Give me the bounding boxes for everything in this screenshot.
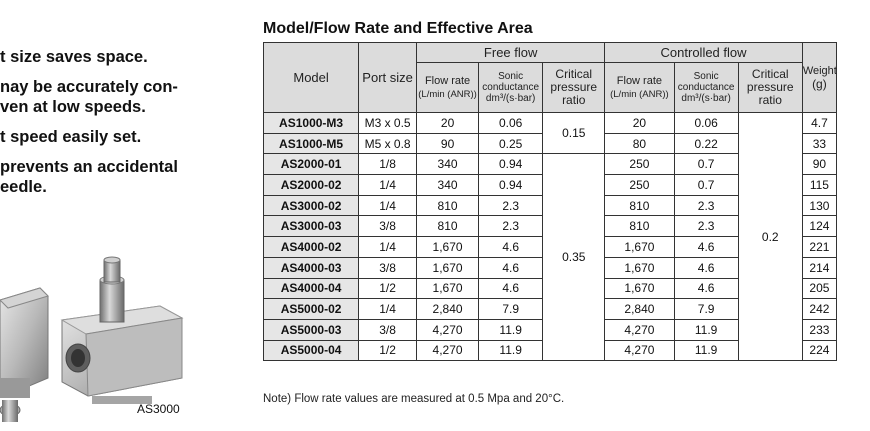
cell-ctrl-sonic: 2.3 [674,216,738,237]
cell-ctrl-sonic: 4.6 [674,278,738,299]
header-free-critical [543,63,605,113]
cell-port: 3/8 [359,319,417,340]
header-ctrl-flow-rate [605,63,674,113]
cell-free-rate: 340 [417,175,479,196]
cell-free-rate: 2,840 [417,299,479,320]
cell-ctrl-sonic: 11.9 [674,340,738,361]
cell-free-rate: 20 [417,113,479,134]
header-free-sonic [479,63,543,113]
cell-port: 1/8 [359,154,417,175]
cell-free-sonic: 0.06 [479,113,543,134]
cell-free-sonic: 0.94 [479,154,543,175]
cell-ctrl-rate: 810 [605,216,674,237]
cell-port: 1/2 [359,340,417,361]
cell-model: AS5000-04 [264,340,359,361]
cell-free-sonic: 2.3 [479,216,543,237]
cell-free-critical: 0.15 [543,113,605,154]
cell-ctrl-rate: 80 [605,133,674,154]
cell-free-rate: 810 [417,195,479,216]
cell-port: M5 x 0.8 [359,133,417,154]
cell-weight: 115 [802,175,836,196]
cell-free-sonic: 7.9 [479,299,543,320]
header-free-critical-1: Critical [555,67,593,81]
cell-port: 1/2 [359,278,417,299]
flow-rate-table [263,42,837,361]
header-ctrl-critical [738,63,802,113]
cell-ctrl-rate: 250 [605,175,674,196]
header-ctrl-critical-2: pressure [746,80,794,94]
cell-weight: 130 [802,195,836,216]
table-title: Model/Flow Rate and Effective Area [263,20,533,37]
cell-port: 1/4 [359,237,417,258]
cell-port: 1/4 [359,195,417,216]
cell-ctrl-rate: 4,270 [605,319,674,340]
cell-model: AS4000-03 [264,257,359,278]
header-free-flow: Free flow [417,43,605,63]
cell-weight: 90 [802,154,836,175]
cell-port: 1/4 [359,175,417,196]
header-port-size: Port size [359,43,417,113]
header-weight [802,43,836,113]
cell-model: AS3000-02 [264,195,359,216]
cell-free-sonic: 0.25 [479,133,543,154]
cell-ctrl-sonic: 11.9 [674,319,738,340]
cell-weight: 205 [802,278,836,299]
cell-weight: 233 [802,319,836,340]
cell-free-sonic: 11.9 [479,340,543,361]
cell-free-critical: 0.35 [543,154,605,361]
cell-weight: 124 [802,216,836,237]
cell-ctrl-critical: 0.2 [738,113,802,361]
cell-ctrl-sonic: 0.7 [674,154,738,175]
footnote: Note) Flow rate values are measured at 0.5 Mpa and 20°C. [263,393,565,405]
cell-model: AS2000-01 [264,154,359,175]
cell-model: AS4000-04 [264,278,359,299]
cell-free-rate: 810 [417,216,479,237]
photo-caption: AS3000 [137,402,180,416]
cell-free-rate: 1,670 [417,257,479,278]
cell-weight: 4.7 [802,113,836,134]
cell-model: AS4000-02 [264,237,359,258]
cell-ctrl-rate: 250 [605,154,674,175]
product-photo [0,250,250,431]
header-ctrl-sonic-3: dm³/(s·bar) [681,93,731,104]
cell-weight: 221 [802,237,836,258]
header-free-critical-3: ratio [562,93,586,107]
cell-free-rate: 1,670 [417,278,479,299]
header-weight-line-1: Weight [802,64,837,77]
header-weight-line-2: (g) [812,76,827,91]
cell-ctrl-sonic: 0.22 [674,133,738,154]
cell-free-sonic: 11.9 [479,319,543,340]
cell-free-rate: 4,270 [417,340,479,361]
header-free-critical-2: pressure [550,80,598,94]
cell-free-sonic: 4.6 [479,237,543,258]
features-panel [0,0,250,431]
cell-model: AS5000-03 [264,319,359,340]
header-ctrl-sonic-2: conductance [677,82,735,93]
header-ctrl-sonic [674,63,738,113]
cell-ctrl-rate: 1,670 [605,278,674,299]
cell-ctrl-sonic: 4.6 [674,237,738,258]
cell-ctrl-rate: 2,840 [605,299,674,320]
header-free-sonic-2: conductance [482,82,540,93]
cell-ctrl-rate: 1,670 [605,257,674,278]
header-free-sonic-3: dm³/(s·bar) [485,93,536,104]
table-row [264,113,837,134]
header-ctrl-critical-3: ratio [758,93,782,107]
cell-weight: 33 [802,133,836,154]
cell-free-sonic: 4.6 [479,257,543,278]
cell-weight: 242 [802,299,836,320]
cell-ctrl-sonic: 7.9 [674,299,738,320]
cell-free-rate: 4,270 [417,319,479,340]
cell-port: 1/4 [359,299,417,320]
cell-port: 3/8 [359,216,417,237]
cell-free-rate: 340 [417,154,479,175]
cell-weight: 214 [802,257,836,278]
feature-line-1: t size saves space. [0,48,148,66]
cell-model: AS2000-02 [264,175,359,196]
cell-free-rate: 1,670 [417,237,479,258]
cell-model: AS1000-M3 [264,113,359,134]
cell-ctrl-sonic: 4.6 [674,257,738,278]
feature-line-5: prevents an accidental [0,158,178,176]
cell-ctrl-rate: 1,670 [605,237,674,258]
cell-ctrl-sonic: 0.7 [674,175,738,196]
cell-free-sonic: 4.6 [479,278,543,299]
cell-port: M3 x 0.5 [359,113,417,134]
header-controlled-flow: Controlled flow [605,43,803,63]
feature-line-6: eedle. [0,178,47,196]
cell-ctrl-rate: 20 [605,113,674,134]
cell-free-sonic: 0.94 [479,175,543,196]
cell-model: AS3000-03 [264,216,359,237]
header-ctrl-sonic-1: Sonic [693,71,719,82]
header-ctrl-flow-rate-1: Flow rate [616,74,663,87]
cell-ctrl-rate: 810 [605,195,674,216]
header-free-sonic-1: Sonic [498,71,524,82]
header-free-flow-rate [417,63,479,113]
header-free-flow-rate-1: Flow rate [424,74,471,87]
feature-line-3: ven at low speeds. [0,98,146,116]
header-model: Model [264,43,359,113]
cell-ctrl-rate: 4,270 [605,340,674,361]
cell-port: 3/8 [359,257,417,278]
cell-free-rate: 90 [417,133,479,154]
cell-ctrl-sonic: 2.3 [674,195,738,216]
header-ctrl-critical-1: Critical [751,67,789,81]
cell-weight: 224 [802,340,836,361]
header-free-flow-rate-2: (L/min (ANR)) [418,88,477,100]
feature-line-4: t speed easily set. [0,128,142,146]
cell-free-sonic: 2.3 [479,195,543,216]
cell-model: AS1000-M5 [264,133,359,154]
feature-line-2: nay be accurately con- [0,78,178,96]
cell-ctrl-sonic: 0.06 [674,113,738,134]
header-ctrl-flow-rate-2: (L/min (ANR)) [610,88,669,100]
cell-model: AS5000-02 [264,299,359,320]
